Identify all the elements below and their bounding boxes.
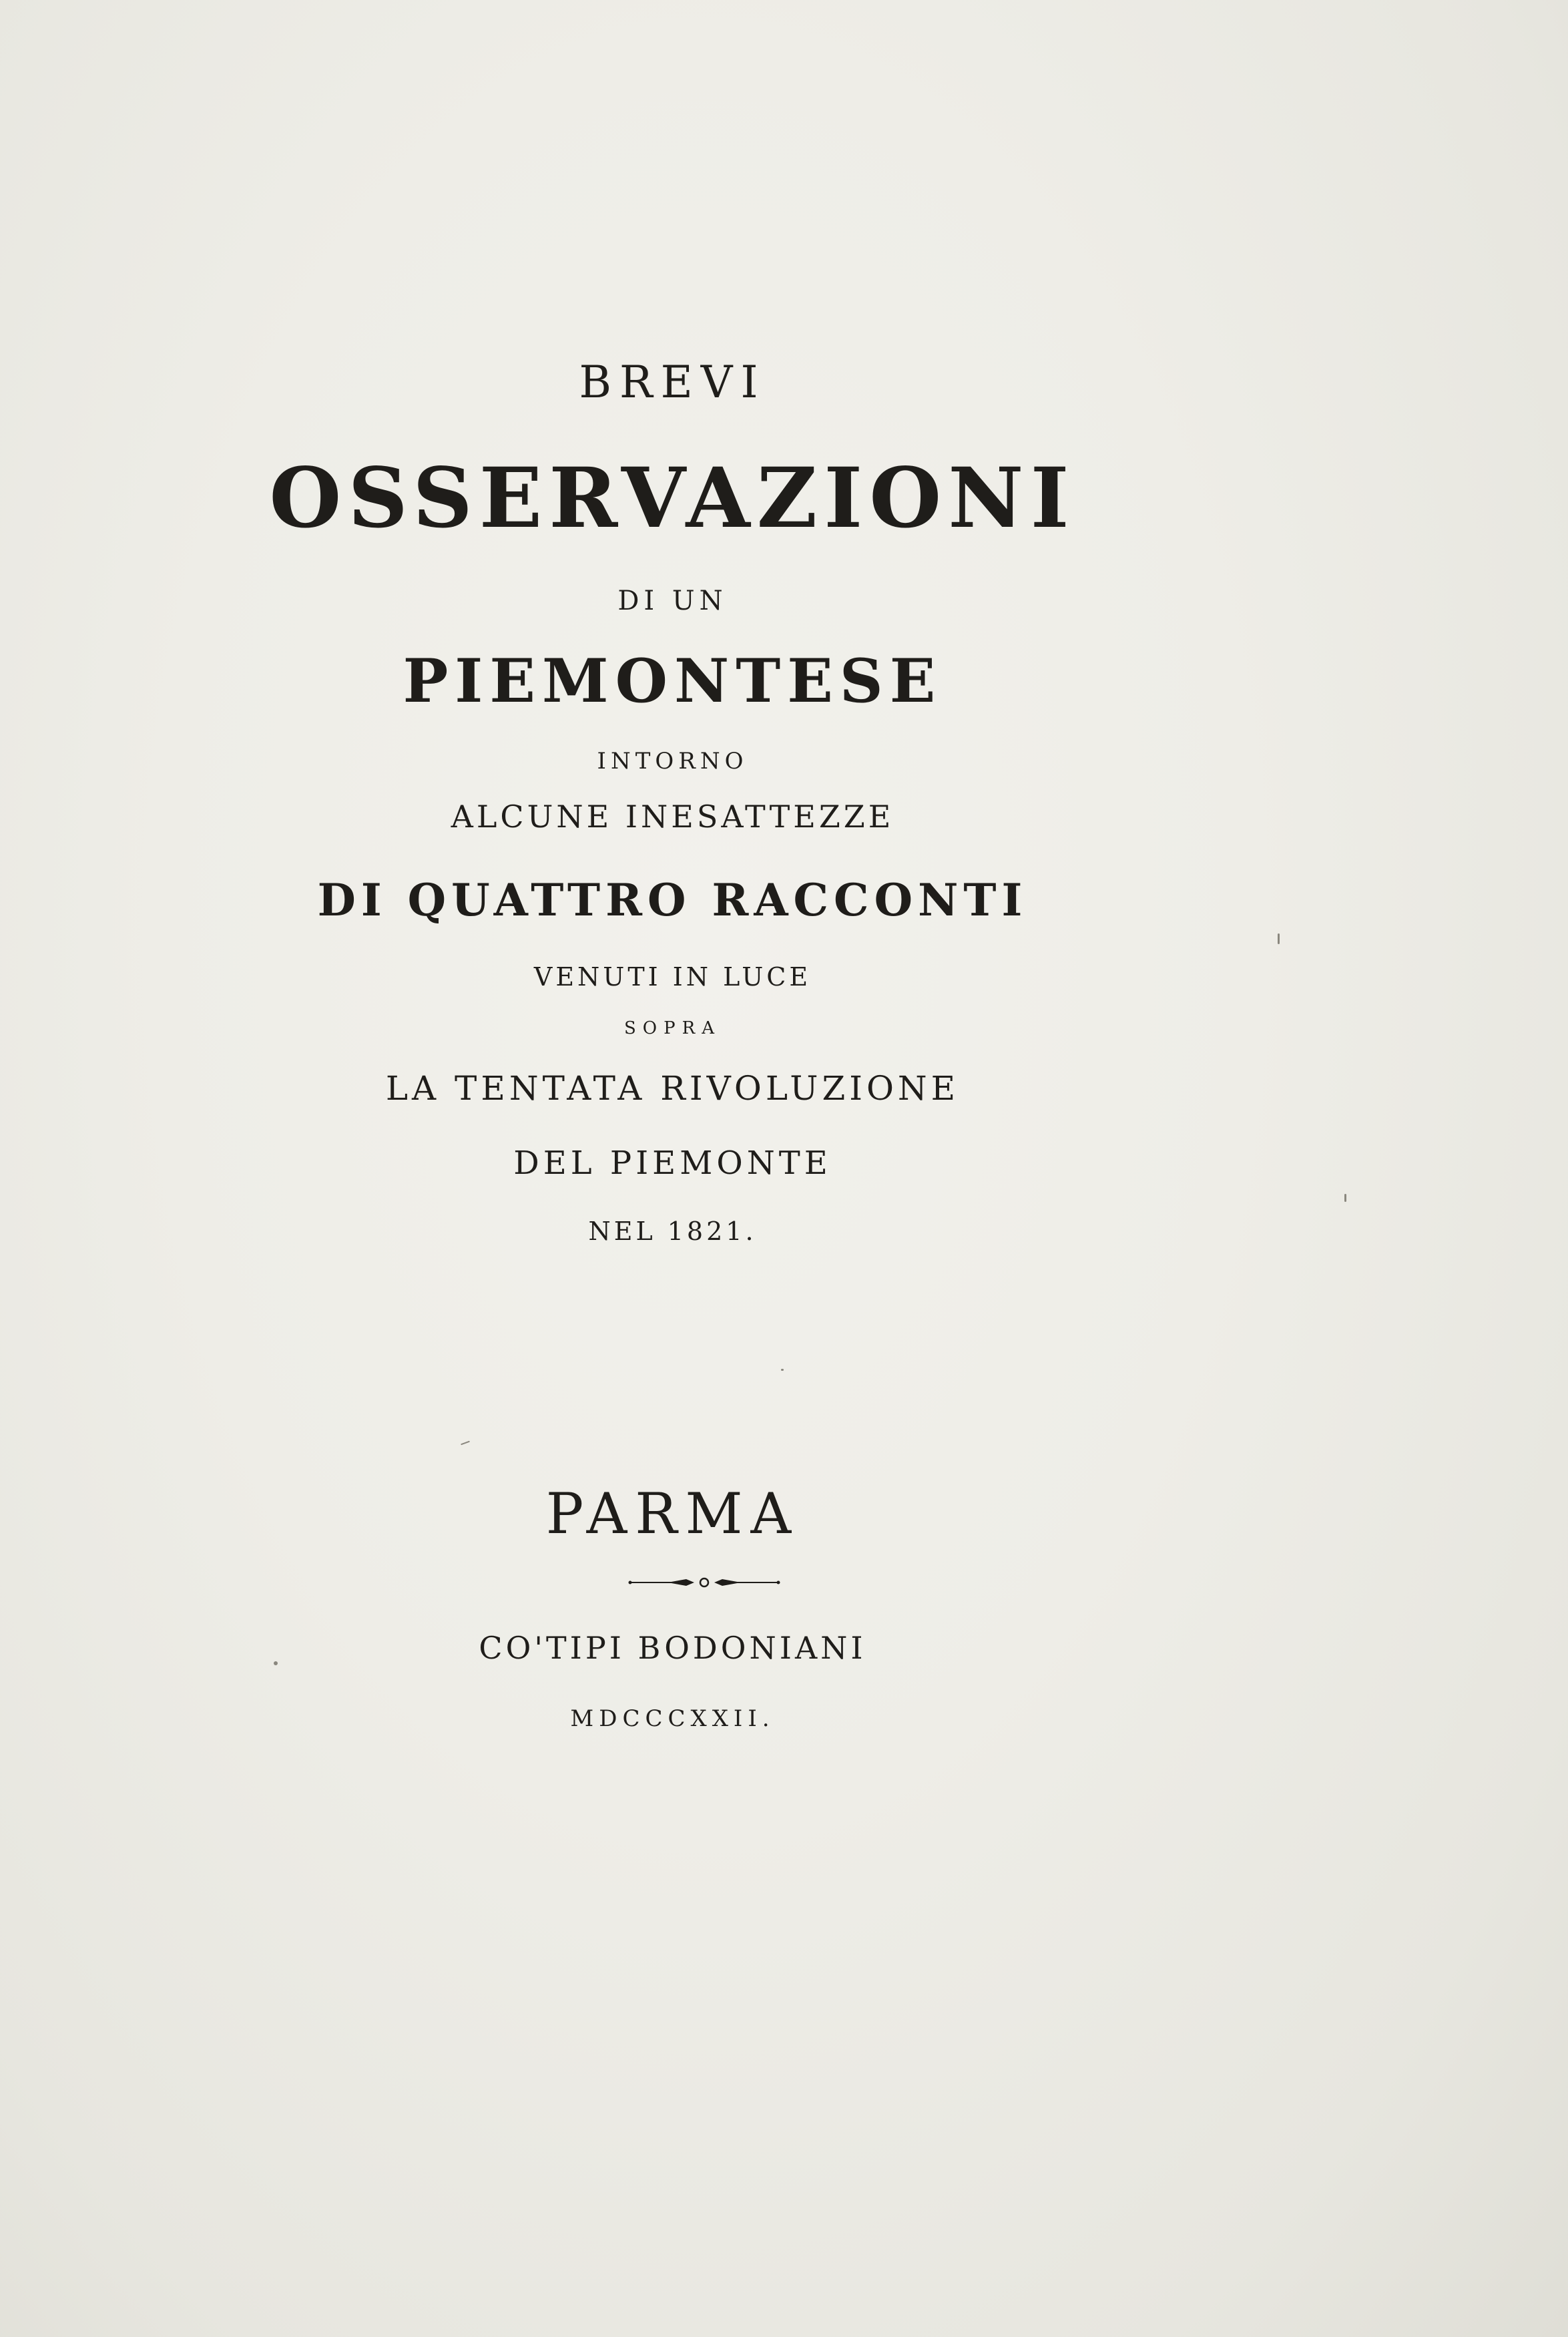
paper-speck <box>1278 933 1280 944</box>
title-line-year: NEL 1821. <box>588 1217 757 1246</box>
paper-speck <box>274 1661 278 1665</box>
printer-ornament-rule <box>627 1573 781 1592</box>
imprint-year: MDCCCXXII. <box>570 1705 775 1732</box>
title-line-quattro-racconti: DI QUATTRO RACCONTI <box>317 874 1028 926</box>
title-line-venuti-in-luce: VENUTI IN LUCE <box>533 962 812 992</box>
paper-speck <box>781 1369 784 1371</box>
paper-speck <box>461 1441 470 1446</box>
title-line-tentata-rivoluzione: LA TENTATA RIVOLUZIONE <box>385 1069 960 1108</box>
imprint-place: PARMA <box>545 1481 800 1546</box>
paper-speck <box>1344 1194 1346 1202</box>
title-word-osservazioni: OSSERVAZIONI <box>269 450 1076 547</box>
title-connector-sopra: SOPRA <box>624 1018 721 1038</box>
title-connector-di-un: DI UN <box>617 586 728 616</box>
title-line-alcune-inesattezze: ALCUNE INESATTEZZE <box>451 799 894 835</box>
imprint-printer: CO'TIPI BODONIANI <box>479 1630 866 1666</box>
title-connector-intorno: INTORNO <box>597 748 748 775</box>
title-word-brevi: BREVI <box>579 357 766 408</box>
title-line-del-piemonte: DEL PIEMONTE <box>513 1144 832 1182</box>
title-word-piemontese: PIEMONTESE <box>403 646 943 716</box>
